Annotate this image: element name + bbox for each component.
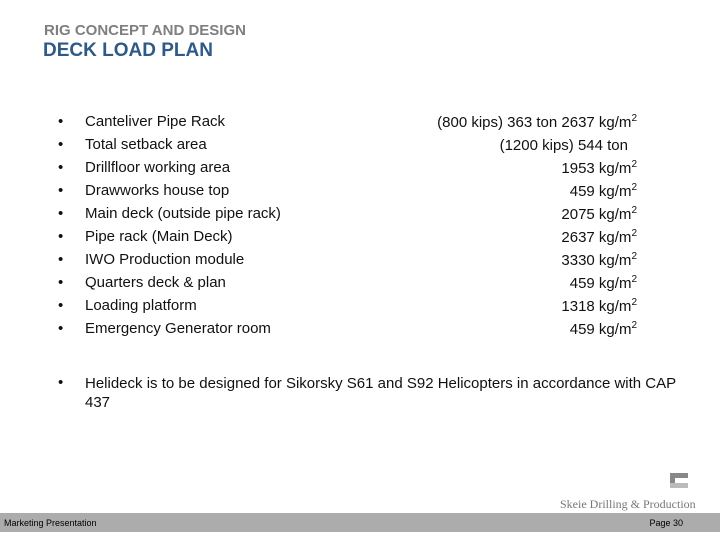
value-superscript: 2: [631, 274, 637, 285]
item-label: Emergency Generator room: [85, 320, 271, 337]
value-text: 1953 kg/m: [561, 160, 632, 177]
item-value: [437, 113, 637, 131]
value-superscript: 2: [631, 320, 637, 331]
footer-bar: [0, 513, 720, 532]
bullet: •: [58, 182, 64, 199]
bullet: •: [58, 274, 64, 291]
company-logo-text: Skeie Drilling & Production: [560, 497, 696, 511]
list-item: [0, 113, 720, 135]
value-text: 459 kg/m: [569, 321, 632, 338]
item-label: IWO Production module: [85, 251, 245, 268]
item-label: Quarters deck & plan: [85, 274, 226, 291]
helideck-note-text: Helideck is to be designed for Sikorsky S61 and S92 Helicopters in accordance with CAP 437: [85, 375, 676, 411]
item-value: [570, 320, 637, 338]
list-item: [0, 320, 720, 342]
value-text: 2075 kg/m: [561, 206, 632, 223]
item-value: [561, 205, 637, 223]
list-item: [0, 297, 720, 319]
value-text: (800 kips) 363 ton 2637 kg/m: [437, 114, 632, 131]
bullet: •: [58, 297, 64, 314]
logo-mark-icon: [670, 473, 690, 491]
value-superscript: 2: [631, 113, 637, 124]
list-item: [0, 274, 720, 296]
item-value: [570, 182, 637, 200]
value-superscript: 2: [631, 159, 637, 170]
item-value: [561, 159, 637, 177]
value-text: 2637 kg/m: [561, 229, 632, 246]
value-superscript: 2: [631, 297, 637, 308]
item-value: [561, 228, 637, 246]
item-label: Canteliver Pipe Rack: [85, 113, 226, 130]
item-label: Loading platform: [85, 297, 197, 314]
value-superscript: 2: [631, 228, 637, 239]
bullet: •: [58, 113, 64, 130]
section-subtitle: RIG CONCEPT AND DESIGN: [44, 22, 246, 39]
list-item: [0, 205, 720, 227]
list-item: [0, 228, 720, 250]
item-value: [570, 274, 637, 292]
list-item: [0, 159, 720, 181]
item-label: Pipe rack (Main Deck): [85, 228, 233, 245]
item-value: [561, 251, 637, 269]
value-text: 459 kg/m: [569, 275, 632, 292]
value-text: (1200 kips) 544 ton: [499, 137, 628, 154]
page-title: DECK LOAD PLAN: [43, 40, 213, 61]
list-item: [0, 182, 720, 204]
footer-left: Marketing Presentation: [4, 518, 97, 528]
item-label: Total setback area: [85, 136, 207, 153]
bullet: •: [58, 159, 64, 176]
item-label: Drillfloor working area: [85, 159, 231, 176]
value-text: 3330 kg/m: [561, 252, 632, 269]
list-item: [0, 251, 720, 273]
item-label: Drawworks house top: [85, 182, 230, 199]
bullet: •: [58, 374, 64, 391]
item-value: [500, 136, 628, 154]
item-value: [561, 297, 637, 315]
bullet: •: [58, 205, 64, 222]
page-number: Page 30: [649, 518, 683, 528]
value-text: 459 kg/m: [569, 183, 632, 200]
bullet: •: [58, 251, 64, 268]
bullet: •: [58, 228, 64, 245]
list-item: [0, 136, 720, 158]
value-superscript: 2: [631, 251, 637, 262]
bullet: •: [58, 136, 64, 153]
value-superscript: 2: [631, 182, 637, 193]
bullet: •: [58, 320, 64, 337]
value-text: 1318 kg/m: [561, 298, 632, 315]
value-superscript: 2: [631, 205, 637, 216]
item-label: Main deck (outside pipe rack): [85, 205, 281, 222]
